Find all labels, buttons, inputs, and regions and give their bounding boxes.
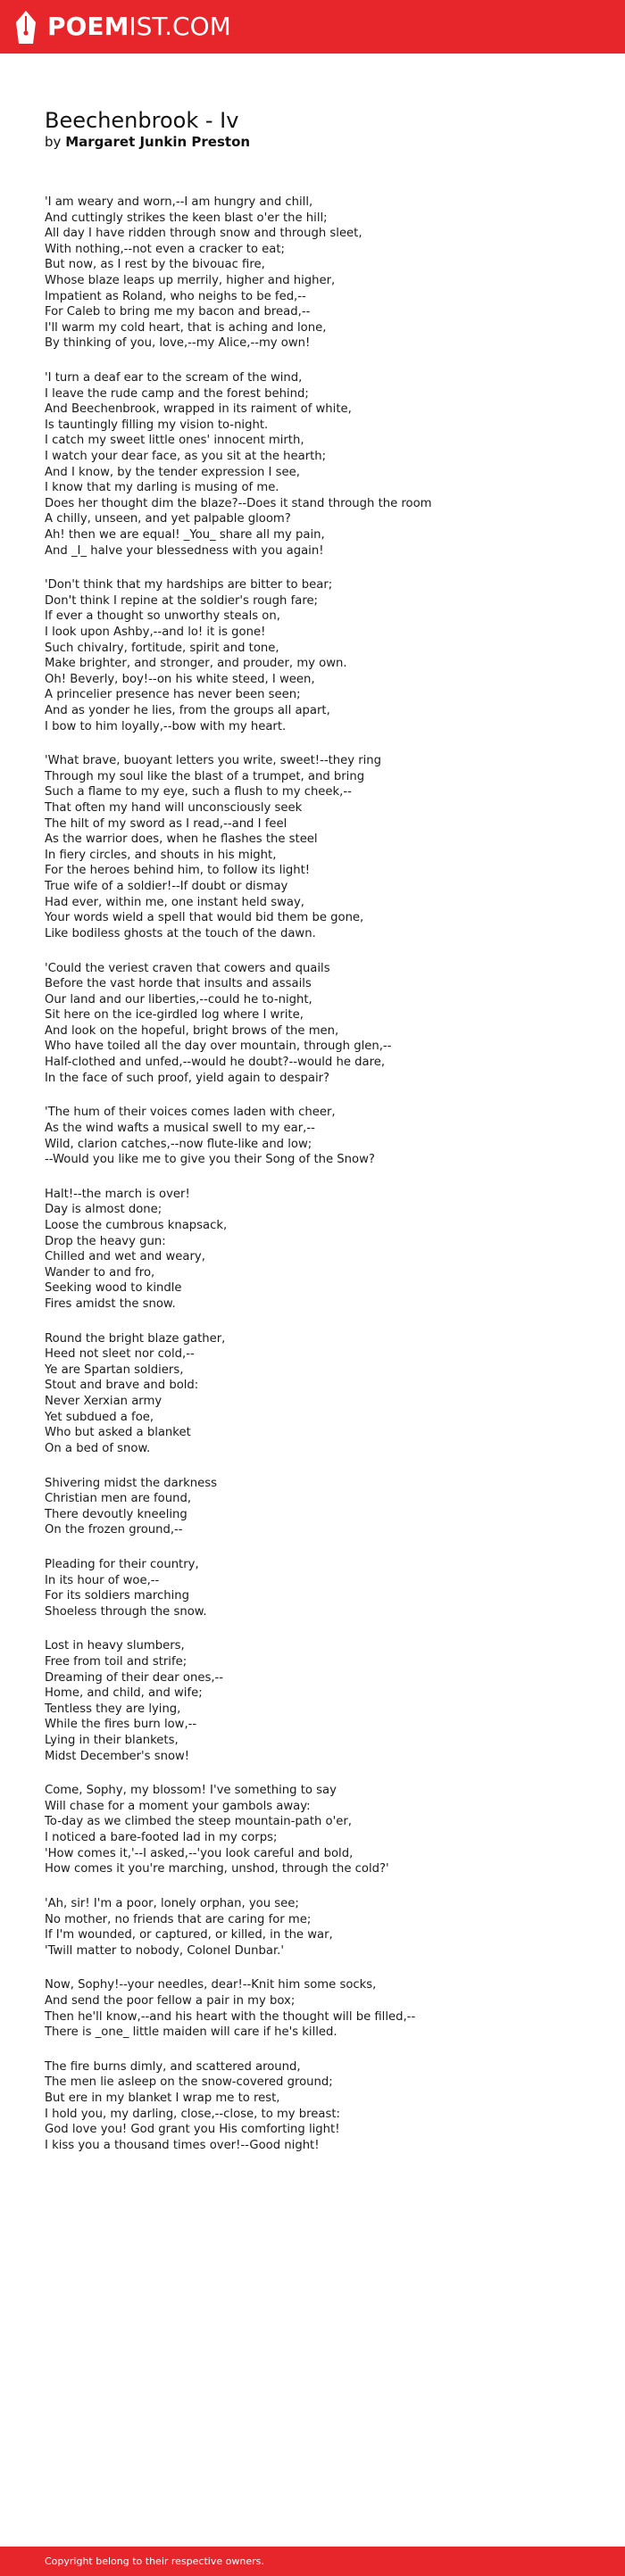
poem-line: Pleading for their country, [45,1557,199,1571]
poem-line: 'I turn a deaf ear to the scream of the wind, [45,371,303,385]
poem-line: Is tauntingly filling my vision to-night. [45,418,269,432]
poem-line: Shivering midst the darkness [45,1476,217,1490]
poem-line: Who have toiled all the day over mountain, through glen,-- [45,1040,392,1054]
poem-line: Now, Sophy!--your needles, dear!--Knit him some socks, [45,1978,377,1992]
poem-line: Had ever, within me, one instant held sway, [45,895,304,909]
poem-line: I kiss you a thousand times over!--Good night! [45,2138,320,2152]
wordmark-light: IST.COM [129,12,231,41]
poem-line: Oh! Beverly, boy!--on his white steed, I ween, [45,672,315,686]
poem-line: Does her thought dim the blaze?--Does it stand through the room [45,496,432,510]
poem-line: Half-clothed and unfed,--would he doubt?--would he dare, [45,1056,386,1070]
poem-line: Like bodiless ghosts at the touch of the dawn. [45,926,316,940]
poem-line: Such chivalry, fortitude, spirit and tone, [45,641,279,655]
poem-stanza [45,1896,598,1959]
site-wordmark [47,10,231,44]
poem-stanza [45,1783,598,1877]
poem-line: Dreaming of their dear ones,-- [45,1670,224,1685]
poem-line: Then he'll know,--and his heart with the thought will be filled,-- [45,2009,416,2024]
poem-line: Lying in their blankets, [45,1734,179,1747]
poem-line: Loose the cumbrous knapsack, [45,1219,228,1232]
poem-line: Round the bright blaze gather, [45,1331,226,1346]
poem-line: As the wind wafts a musical swell to my ear,-- [45,1121,315,1135]
poem-line: 'How comes it,'--I asked,--'you look careful and bold, [45,1846,354,1860]
poem-line: I'll warm my cold heart, that is aching and lone, [45,320,327,335]
poem-line: And _I_ halve your blessedness with you again! [45,543,324,558]
poem-line: Impatient as Roland, who neighs to be fed,-- [45,289,306,303]
poem-stanza [45,1557,598,1619]
poem-stanza [45,1977,598,2040]
poem-line: Shoeless through the snow. [45,1604,207,1619]
poem-line: And cuttingly strikes the keen blast o'er the hill; [45,211,328,225]
poem-line: I catch my sweet little ones' innocent mirth, [45,434,304,448]
poem-line: And I know, by the tender expression I see, [45,465,300,479]
poem-line: 'Ah, sir! I'm a poor, lonely orphan, you see; [45,1896,299,1910]
poem-line: A princelier presence has never been seen; [45,688,301,702]
poem-stanza [45,577,598,734]
poem-line: If ever a thought so unworthy steals on, [45,609,280,624]
site-logo[interactable] [15,10,231,44]
poem-line: No mother, no friends that are caring for me; [45,1912,312,1926]
poem-line: I know that my darling is musing of me. [45,481,279,495]
poem-line: Make brighter, and stronger, and prouder, my own. [45,657,347,671]
poem-line: Free from toil and strife; [45,1655,188,1669]
poem-line: God love you! God grant you His comforting light! [45,2123,340,2137]
poem-line: In its hour of woe,-- [45,1573,160,1587]
poem-line: Never Xerxian army [45,1395,162,1409]
poem-line: Wild, clarion catches,--now flute-like and low; [45,1137,312,1151]
poem-line: I watch your dear face, as you sit at the hearth; [45,450,327,463]
poem-line: Day is almost done; [45,1203,162,1217]
poem-line: I leave the rude camp and the forest behind; [45,386,309,401]
poem-line: 'I am weary and worn,--I am hungry and chill, [45,195,313,209]
poem-line: True wife of a soldier!--If doubt or dismay [45,880,288,894]
site-header [0,0,625,54]
poem-line: Stout and brave and bold: [45,1379,199,1393]
pen-nib-icon [15,11,37,44]
poem-line: Tentless they are lying, [45,1702,181,1716]
poem-line: I hold you, my darling, close,--close, to my breast: [45,2107,340,2121]
poem-line: Wander to and fro, [45,1265,155,1280]
poem-line: I noticed a bare-footed lad in my corps; [45,1831,278,1845]
poem-line: Sit here on the ice-girdled log where I write, [45,1008,304,1023]
poem-line: Your words wield a spell that would bid them be gone, [45,911,364,925]
poem-line: As the warrior does, when he flashes the steel [45,832,318,847]
poem-stanza [45,1187,598,1313]
poem-body [45,195,598,2173]
poem-line: And send the poor fellow a pair in my box; [45,1994,296,2008]
poem-line: Ah! then we are equal! _You_ share all my pain, [45,527,325,542]
copyright-notice: Copyright belong to their respective owners. [45,2555,264,2567]
poem-line: Will chase for a moment your gambols away: [45,1799,311,1813]
poem-stanza [45,2059,598,2154]
poem-line: In fiery circles, and shouts in his might, [45,848,277,862]
site-footer [0,2547,625,2576]
poem-line: Seeking wood to kindle [45,1281,182,1296]
poem-line: Before the vast horde that insults and assails [45,977,312,991]
poem-line: Midst December's snow! [45,1749,190,1763]
poem-line: Ye are Spartan soldiers, [45,1363,184,1377]
poem-line: Christian men are found, [45,1492,192,1506]
poem-line: If I'm wounded, or captured, or killed, in the war, [45,1928,333,1942]
poem-line: On the frozen ground,-- [45,1523,183,1537]
poem-line: 'Don't think that my hardships are bitter to bear; [45,578,333,592]
poem-line: I look upon Ashby,--and lo! it is gone! [45,625,266,640]
poem-line: I bow to him loyally,--bow with my heart. [45,719,287,733]
poem-line: The men lie asleep on the snow-covered ground; [45,2075,333,2090]
poem-line: The hilt of my sword as I read,--and I feel [45,816,288,831]
poem-line: Halt!--the march is over! [45,1187,190,1201]
poem-line: Fires amidst the snow. [45,1296,176,1311]
poem-line: A chilly, unseen, and yet palpable gloom? [45,512,291,526]
poem-stanza [45,1105,598,1167]
poem-line: Home, and child, and wife; [45,1686,203,1701]
poem-line: By thinking of you, love,--my Alice,--my own! [45,336,311,351]
poem-line: There is _one_ little maiden will care if he's killed. [45,2025,338,2040]
byline-prefix: by [45,134,62,150]
poem-line: 'Could the veriest craven that cowers and quails [45,961,330,975]
poem-line: Whose blaze leaps up merrily, higher and higher, [45,273,336,287]
poem-line: Yet subdued a foe, [45,1410,154,1424]
poem-stanza [45,1638,598,1764]
poem-line: For the heroes behind him, to follow its light! [45,864,311,878]
poem-line: Our land and our liberties,--could he to-night, [45,992,312,1006]
poem-line: Who but asked a blanket [45,1426,191,1440]
poem-stanza [45,753,598,941]
poem-line: And look on the hopeful, bright brows of the men, [45,1023,339,1038]
poem-line: That often my hand will unconsciously seek [45,801,303,816]
poem-line: Come, Sophy, my blossom! I've something to say [45,1784,337,1798]
poem-line: Drop the heavy gun: [45,1234,166,1248]
poem-stanza [45,370,598,559]
poem-line: For its soldiers marching [45,1589,189,1603]
poem-line: In the face of such proof, yield again to despair? [45,1071,330,1085]
poem-line: For Caleb to bring me my bacon and bread,-- [45,305,311,319]
poem-line: And as yonder he lies, from the groups all apart, [45,704,330,717]
poem-line: 'The hum of their voices comes laden with cheer, [45,1106,336,1120]
poem-line: While the fires burn low,-- [45,1718,197,1732]
poem-line: And Beechenbrook, wrapped in its raiment of white, [45,402,352,417]
poem-line: Don't think I repine at the soldier's rough fare; [45,593,319,608]
poem-line: 'Twill matter to nobody, Colonel Dunbar.' [45,1943,285,1958]
poem-line: But ere in my blanket I wrap me to rest, [45,2091,280,2106]
poem-title: Beechenbrook - Iv [45,108,239,133]
poem-stanza [45,195,598,352]
poem-stanza [45,1331,598,1457]
poem-byline [45,133,250,151]
poem-line: With nothing,--not even a cracker to eat; [45,242,285,256]
poem-line: 'What brave, buoyant letters you write, sweet!--they ring [45,754,382,768]
poem-line: Chilled and wet and weary, [45,1250,205,1264]
poem-line: Heed not sleet nor cold,-- [45,1347,195,1362]
poem-line: How comes it you're marching, unshod, through the cold?' [45,1862,389,1876]
poem-author: Margaret Junkin Preston [65,134,251,150]
poem-line: Through my soul like the blast of a trumpet, and bring [45,769,365,783]
poem-line: Lost in heavy slumbers, [45,1639,185,1653]
poem-stanza [45,961,598,1087]
poem-line: On a bed of snow. [45,1441,151,1455]
poem-stanza [45,1476,598,1538]
poem-line: To-day as we climbed the steep mountain-path o'er, [45,1815,352,1829]
poem-line: All day I have ridden through snow and through sleet, [45,227,362,241]
poem-line: But now, as I rest by the bivouac fire, [45,258,265,272]
poem-line: --Would you like me to give you their Song of the Snow? [45,1153,375,1167]
wordmark-bold: POEM [47,12,129,41]
poem-line: The fire burns dimly, and scattered around, [45,2059,301,2074]
poem-line: There devoutly kneeling [45,1507,188,1521]
poem-line: Such a flame to my eye, such a flush to my cheek,-- [45,785,352,799]
